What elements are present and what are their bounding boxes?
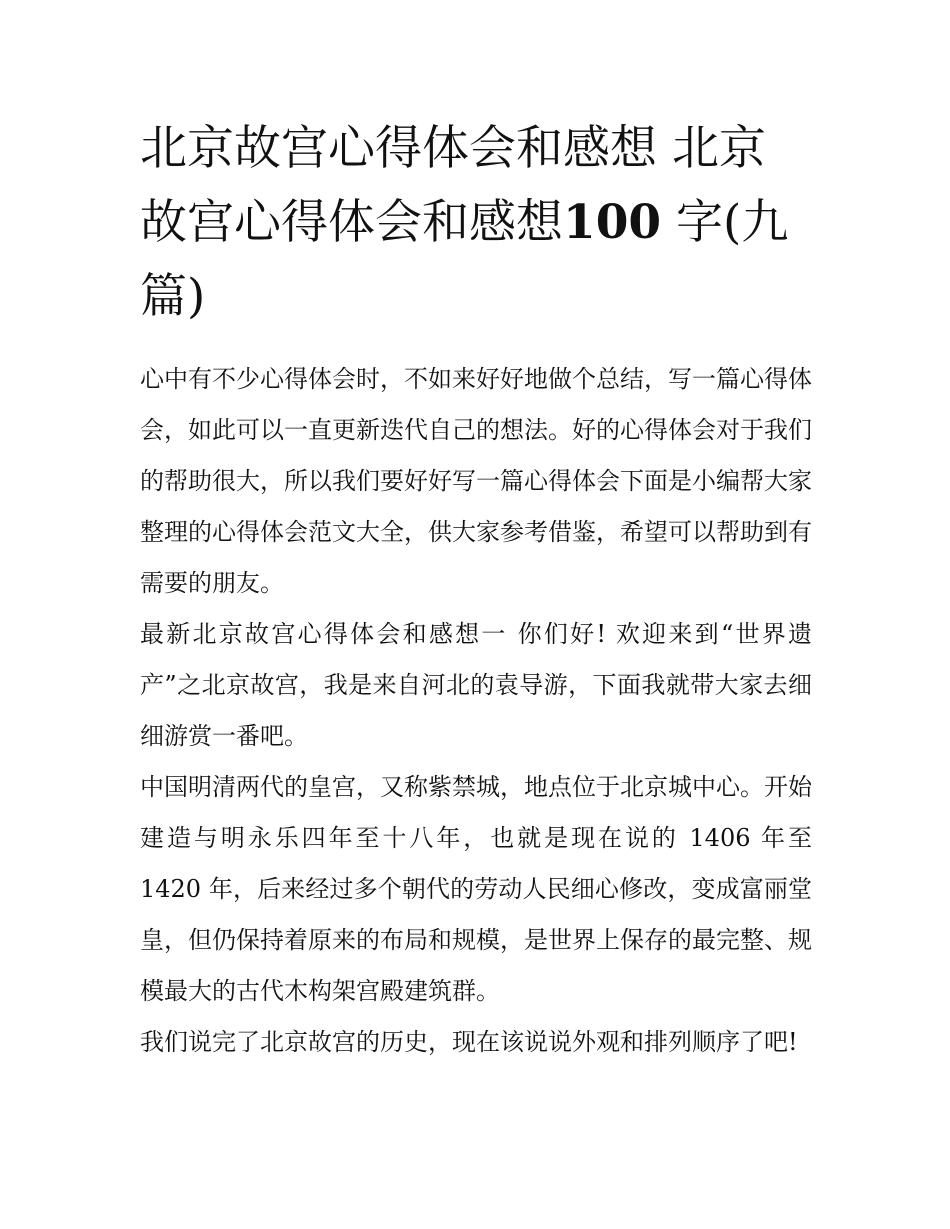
document-title (140, 112, 812, 334)
paragraph-transition: 我们说完了北京故宫的历史，现在该说说外观和排列顺序了吧! (140, 1028, 798, 1056)
paragraph-history: 中国明清两代的皇宫，又称紫禁城，地点位于北京城中心。开始建造与明永乐四年至十八年，也就是现在说的 1406 年至 1420 年，后来经过多个朝代的劳动人民细心修改，变成富丽堂皇，但仍保持着原来的布局和规模，是世界上保存的最完整、规模最大的古代木构架宫殿建筑群。 (140, 773, 812, 1005)
paragraph-welcome: 最新北京故宫心得体会和感想一 你们好! 欢迎来到“世界遗产”之北京故宫，我是来自河北的袁导游，下面我就带大家去细细游赏一番吧。 (140, 620, 812, 750)
title-text: 北京故宫心得体会和感想 北京故宫心得体会和感想 (140, 121, 766, 250)
title-text-suffix: 字(九篇) (140, 195, 789, 324)
document-page (140, 112, 812, 1068)
paragraph-intro: 心中有不少心得体会时，不如来好好地做个总结，写一篇心得体会，如此可以一直更新迭代自己的想法。好的心得体会对于我们的帮助很大，所以我们要好好写一篇心得体会下面是小编帮大家整理的心得体会范文大全，供大家参考借鉴，希望可以帮助到有需要的朋友。 (140, 365, 812, 597)
title-number: 100 (563, 195, 662, 250)
